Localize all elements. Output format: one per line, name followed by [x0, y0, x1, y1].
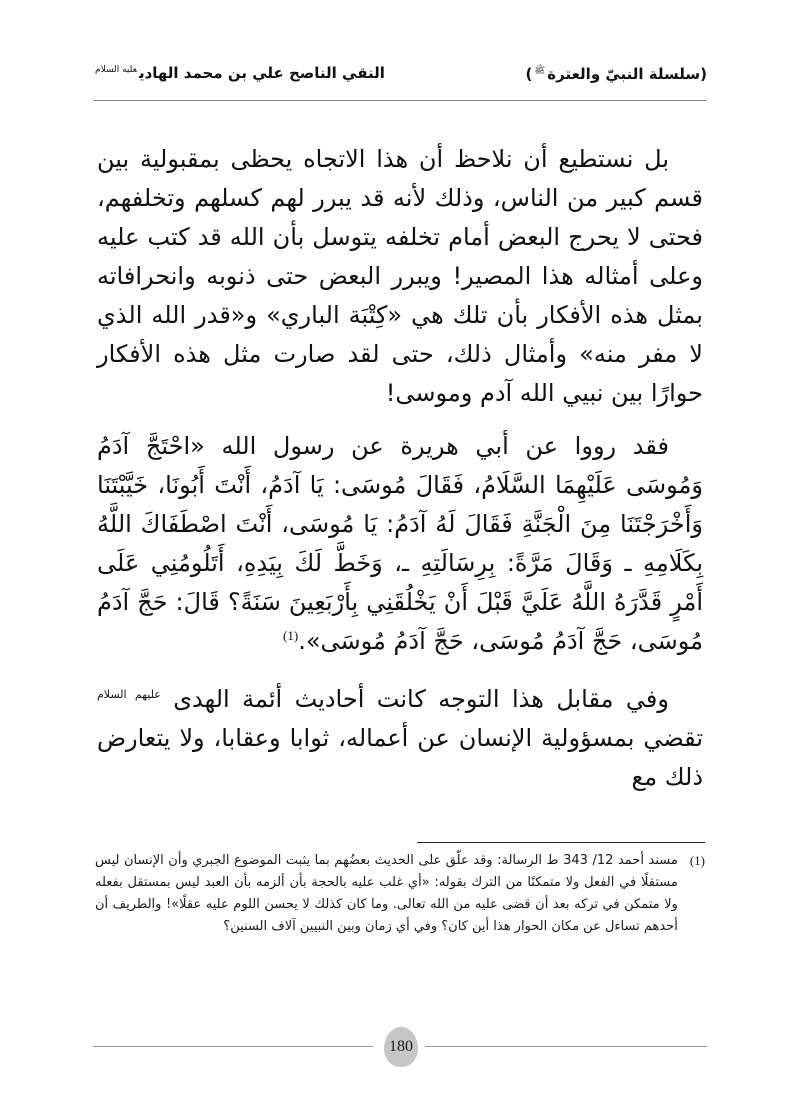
footnote-text: مسند أحمد 12/ 343 ط الرسالة: وقد علّق على الحديث بعضُهم بما يثبت الموضوع الجبري وأن الإنسان ليس مستقلًا في الفعل ولا متمكنًا من الترك بقوله: «أي غلب عليه بالحجة بأن ألزمه بأن العبد ليس بمستقل بفعله ولا متمكن في تركه بعد أن قضى عليه من الله تعالى. وما كان كذلك لا يحسن اللوم عليه عقلًا»! والطريف أن أحدهم تساءل عن مكان الحوار هذا أين كان؟ وفي أي زمان وبين النبيين آلاف السنين؟ — [95, 853, 678, 934]
footnotes — [95, 850, 705, 938]
paragraph: وفي مقابل هذا التوجه كانت أحاديث أئمة الهدى $^{عليهم السلام}$ تقضي بمسؤولية الإنسان عن أعماله، ثوابا وعقابا، ولا يتعارض ذلك مع — [97, 685, 703, 791]
footnote — [95, 850, 705, 938]
page-number: 180 — [389, 1038, 413, 1055]
footnote-reference[interactable]: (1) — [283, 628, 299, 643]
footer-line-left — [93, 1046, 373, 1047]
main-text — [97, 140, 703, 811]
series-title: (سلسلة النبيّ والعترة$^ﷺ$) — [525, 64, 707, 83]
footer-line-right — [425, 1046, 707, 1047]
running-header — [93, 58, 707, 88]
page-footer — [93, 1027, 707, 1067]
header-divider — [93, 100, 707, 101]
page-number-badge — [384, 1027, 418, 1067]
footnote-separator — [417, 842, 705, 843]
paragraph-hadith: فقد رووا عن أبي هريرة عن رسول الله «احْتَجَّ آدَمُ وَمُوسَى عَلَيْهِمَا السَّلَامُ، فَقَالَ مُوسَى: يَا آدَمُ، أَنْتَ أَبُونَا، خَيَّبْتَنَا وَأَخْرَجْتَنَا مِنَ الْجَنَّةِ فَقَالَ لَهُ آدَمُ: يَا مُوسَى، أَنْتَ اصْطَفَاكَ اللَّهُ بِكَلَامِهِ ـ وَقَالَ مَرَّةً: بِرِسَالَتِهِ ـ، وَخَطَّ لَكَ بِيَدِهِ، أَتَلُومُنِي عَلَى أَمْرٍ قَدَّرَهُ اللَّهُ عَلَيَّ قَبْلَ أَنْ يَخْلُقَنِي بِأَرْبَعِينَ سَنَةً؟ قَالَ: حَجَّ آدَمُ مُوسَى، حَجَّ آدَمُ مُوسَى، حَجَّ آدَمُ مُوسَى».$^{(1)}$ — [97, 432, 703, 655]
book-title: النقي الناصح علي بن محمد الهادي$^{عليه السلام}$ — [95, 64, 385, 82]
honorific-glyph: عليه السلام — [95, 65, 137, 75]
honorific-glyph: عليهم السلام — [97, 688, 161, 701]
paragraph: بل نستطيع أن نلاحظ أن هذا الاتجاه يحظى بمقبولية بين قسم كبير من الناس، وذلك لأنه قد يبرر لهم كسلهم وتخلفهم، فحتى لا يحرج البعض أمام تخلفه يتوسل بأن الله قد كتب عليه وعلى أمثاله هذا المصير! ويبرر البعض حتى ذنوبه وانحرافاته بمثل هذه الأفكار بأن تلك هي «كِتْبَة الباري» و«قدر الله الذي لا مفر منه» وأمثال ذلك، حتى لقد صارت مثل هذه الأفكار حوارًا بين نبيي الله آدم وموسى! — [97, 145, 703, 407]
honorific-glyph: ﷺ — [534, 65, 546, 76]
footnote-number: (1) — [689, 853, 705, 868]
